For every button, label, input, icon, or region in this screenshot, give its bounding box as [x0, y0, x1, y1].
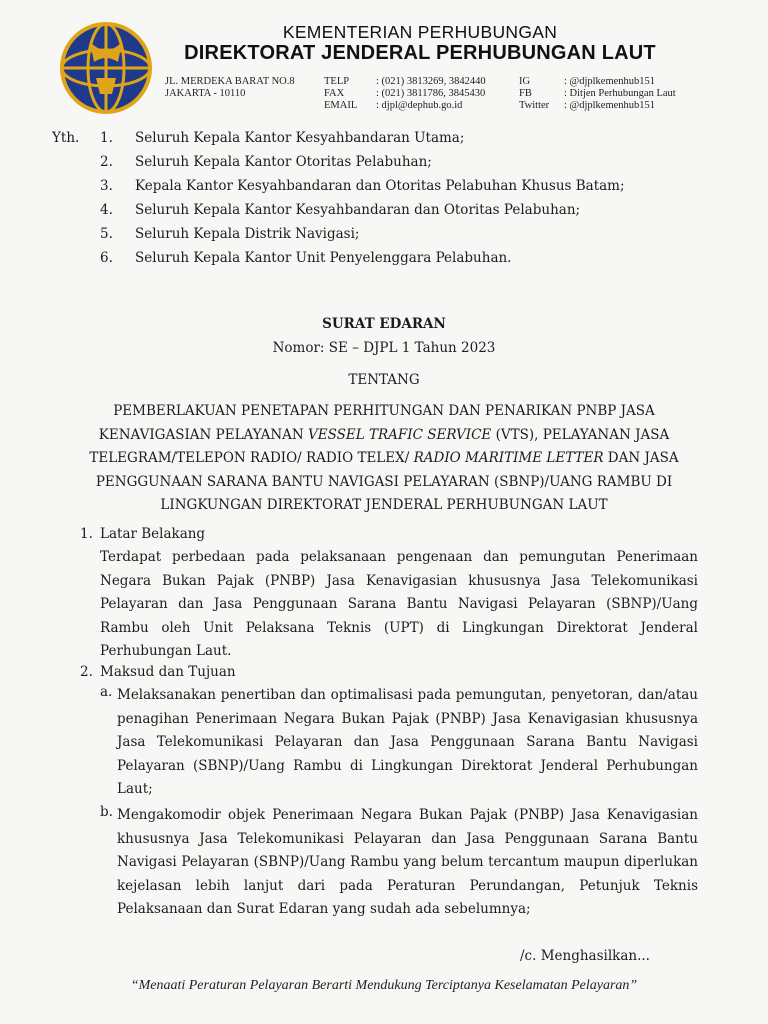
twitter-label: Twitter	[519, 100, 550, 111]
list-number: 6.	[100, 250, 113, 266]
item-paragraph: Mengakomodir objek Penerimaan Negara Bukan Pajak (PNBP) Jasa Kenavigasian khususnya Jasa Telekomunikasi Pelayaran dan Jasa Penggunaan Sarana Bantu Navigasi Pelayaran (SBNP)/Uang Rambu yang belum tercantum maupun diperlukan kejelasan lebih lanjut dari pada Peraturan Perundangan, Petunjuk Teknis Pelaksanaan dan Surat Edaran yang sudah ada sebelumnya;	[117, 807, 698, 917]
fax-label: FAX	[324, 88, 345, 99]
circular-number: Nomor: SE – DJPL 1 Tahun 2023	[272, 340, 496, 356]
section-title: Maksud dan Tujuan	[100, 664, 236, 680]
list-number: 1.	[100, 130, 113, 146]
telp-label: TELP	[324, 76, 350, 87]
list-text: Seluruh Kepala Kantor Unit Penyelenggara Pelabuhan.	[135, 250, 512, 266]
telp-value: : (021) 3813269, 3842440	[376, 76, 486, 87]
email-label: EMAIL	[324, 100, 358, 111]
address-line: JL. MERDEKA BARAT NO.8	[165, 76, 295, 87]
circular-title: SURAT EDARAN	[322, 316, 446, 332]
address-line: JAKARTA - 10110	[165, 88, 246, 99]
address-block	[165, 76, 295, 100]
list-text: Seluruh Kepala Kantor Otoritas Pelabuhan;	[135, 154, 432, 170]
addressee-label: Yth.	[52, 130, 80, 146]
subject-text: (VTS), PELAYANAN JASA TELEGRAM/TELEPON RADIO/ RADIO TELEX/	[89, 426, 670, 466]
ministry-emblem-icon	[56, 18, 156, 118]
contact-values	[376, 76, 486, 112]
section-title: Latar Belakang	[100, 526, 206, 542]
circular-subject	[70, 400, 698, 518]
continued-marker: /c. Menghasilkan...	[520, 948, 650, 964]
ig-value: : @djplkemenhub151	[564, 76, 656, 87]
contact-labels	[324, 76, 357, 112]
email-value: : djpl@dephub.go.id	[376, 100, 463, 111]
subject-text: DAN JASA PENGGUNAAN SARANA BANTU NAVIGASI PELAYARAN (SBNP)/UANG RAMBU DI LINGKUNGAN DIREKTORAT JENDERAL PERHUBUNGAN LAUT	[95, 450, 679, 513]
section-number: 2.	[80, 664, 93, 680]
list-text: Seluruh Kepala Kantor Kesyahbandaran Utama;	[135, 130, 465, 146]
fax-value: : (021) 3811786, 3845430	[376, 88, 486, 99]
subject-italic-text: VESSEL TRAFIC SERVICE	[308, 426, 492, 443]
list-number: 5.	[100, 226, 113, 242]
item-marker: a.	[100, 684, 113, 700]
footer-motto: “Menaati Peraturan Pelayaran Berarti Mendukung Terciptanya Keselamatan Pelayaran”	[130, 978, 638, 993]
section-paragraph: Terdapat perbedaan pada pelaksanaan pengenaan dan pemungutan Penerimaan Negara Bukan Pajak (PNBP) Jasa Kenavigasian khususnya Jasa Telekomunikasi Pelayaran dan Jasa Penggunaan Sarana Bantu Navigasi Pelayaran (SBNP)/Uang Rambu oleh Unit Pelaksana Teknis (UPT) di Lingkungan Direktorat Jenderal Perhubungan Laut.	[100, 549, 698, 659]
list-text: Seluruh Kepala Kantor Kesyahbandaran dan Otoritas Pelabuhan;	[135, 202, 581, 218]
list-number: 4.	[100, 202, 113, 218]
fb-label: FB	[519, 88, 532, 99]
item-marker: b.	[100, 804, 113, 820]
list-number: 2.	[100, 154, 113, 170]
list-number: 3.	[100, 178, 113, 194]
ig-label: IG	[519, 76, 531, 87]
subject-text: PEMBERLAKUAN PENETAPAN PERHITUNGAN DAN PENARIKAN PNBP JASA KENAVIGASIAN PELAYANAN	[98, 403, 655, 443]
subject-italic-text: RADIO MARITIME LETTER	[413, 450, 604, 466]
list-text: Kepala Kantor Kesyahbandaran dan Otoritas Pelabuhan Khusus Batam;	[135, 178, 625, 194]
social-labels	[519, 76, 549, 112]
ministry-name: KEMENTERIAN PERHUBUNGAN	[282, 22, 558, 42]
section-number: 1.	[80, 526, 93, 542]
item-paragraph: Melaksanakan penertiban dan optimalisasi pada pemungutan, penyetoran, dan/atau penagihan Penerimaan Negara Bukan Pajak (PNBP) Jasa Kenavigasian khususnya Jasa Telekomunikasi Pelayaran dan Jasa Penggunaan Sarana Bantu Navigasi Pelayaran (SBNP)/Uang Rambu di Lingkungan Direktorat Jenderal Perhubungan Laut;	[117, 687, 698, 797]
fb-value: : Ditjen Perhubungan Laut	[564, 88, 676, 99]
twitter-value: : @djplkemenhub151	[564, 100, 656, 111]
circular-about: TENTANG	[348, 372, 420, 388]
social-values	[564, 76, 676, 112]
list-text: Seluruh Kepala Distrik Navigasi;	[135, 226, 360, 242]
directorate-name: DIREKTORAT JENDERAL PERHUBUNGAN LAUT	[184, 42, 656, 64]
